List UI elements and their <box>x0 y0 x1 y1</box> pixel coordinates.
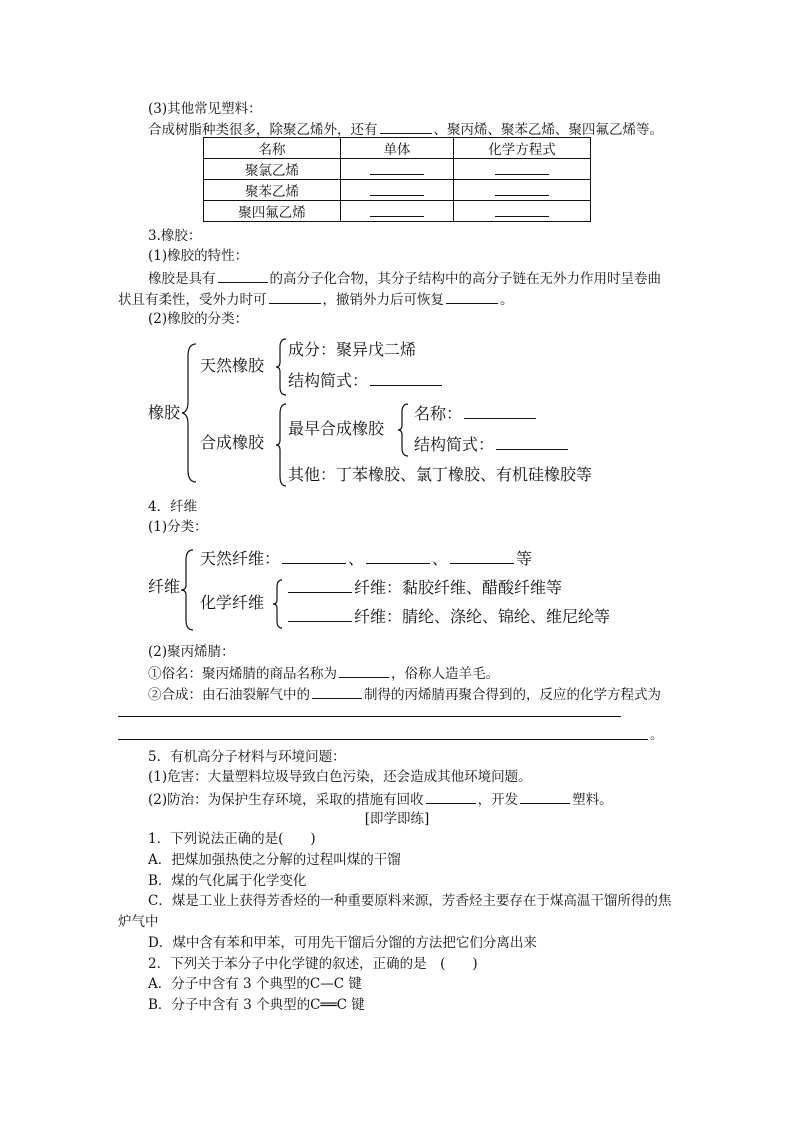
brace-icon <box>180 548 196 632</box>
diagram-leaf: 成分：聚异戊二烯 <box>288 340 417 359</box>
text-span: 纤维：黏胶纤维、醋酸纤维等 <box>354 578 563 597</box>
diagram-root: 纤维 <box>148 577 181 596</box>
plastics-table <box>203 137 591 222</box>
text-span: 、 <box>348 549 365 568</box>
question: 2．下列关于苯分子中化学键的叙述，正确的是 ( ) <box>148 956 478 972</box>
text-span: 橡胶是具有 <box>148 271 216 287</box>
fill-blank <box>269 289 321 304</box>
table-cell <box>454 180 591 201</box>
fill-blank <box>370 181 424 196</box>
diagram-node: 最早合成橡胶 <box>288 419 385 438</box>
fill-blank <box>288 607 352 622</box>
section-title: (3)其他常见塑料： <box>148 101 262 117</box>
fill-blank <box>520 789 570 804</box>
table-cell <box>341 201 454 222</box>
answer-line <box>118 739 648 740</box>
subsection-title: (2)聚丙烯腈： <box>148 644 235 660</box>
text-span: 状且有柔性，受外力时可 <box>118 292 267 308</box>
paragraph <box>148 119 663 139</box>
fill-blank <box>426 789 476 804</box>
text-span: 天然纤维： <box>200 549 281 568</box>
table-cell <box>341 159 454 180</box>
fill-blank <box>495 202 549 217</box>
brace-icon <box>180 342 200 484</box>
text-span: 。 <box>650 727 664 743</box>
text-span: 制得的丙烯腈再聚合得到的，反应的化学方程式为 <box>364 687 661 703</box>
fill-blank <box>282 549 346 564</box>
text-span: 、 <box>432 549 449 568</box>
diagram-leaf <box>288 370 444 392</box>
fill-blank <box>370 202 424 217</box>
subsection-title: (2)橡胶的分类： <box>148 311 249 327</box>
option: B．煤的气化属于化学变化 <box>148 873 307 889</box>
fill-blank <box>464 404 536 419</box>
table-cell <box>341 180 454 201</box>
fill-blank <box>380 119 432 134</box>
table-cell: 聚四氟乙烯 <box>204 201 341 222</box>
text-span: 塑料。 <box>572 792 613 808</box>
practice-header: [即学即练] <box>364 811 430 827</box>
diagram-node: 化学纤维 <box>200 593 265 612</box>
paragraph <box>148 789 613 809</box>
table-header: 化学方程式 <box>454 138 591 159</box>
text-span: ②合成：由石油裂解气中的 <box>148 687 310 703</box>
paragraph <box>148 268 661 288</box>
text-span: 合成树脂种类很多，除聚乙烯外，还有 <box>148 122 378 138</box>
fill-blank <box>495 160 549 175</box>
diagram-node: 合成橡胶 <box>200 433 265 452</box>
subsection-title: (1)分类： <box>148 519 208 535</box>
brace-icon <box>397 402 411 458</box>
table-header: 名称 <box>204 138 341 159</box>
diagram-node <box>200 548 532 570</box>
paragraph <box>118 289 514 309</box>
brace-icon <box>272 578 284 630</box>
option: D．煤中含有苯和甲苯，可用先干馏后分馏的方法把它们分离出来 <box>148 935 537 951</box>
fill-blank <box>339 663 389 678</box>
fill-blank <box>450 549 514 564</box>
text-span: ，撤销外力后可恢复 <box>322 292 444 308</box>
section-title: 3.橡胶： <box>148 228 202 244</box>
fill-blank <box>446 289 498 304</box>
fill-blank <box>495 181 549 196</box>
table-cell <box>454 201 591 222</box>
option: C．煤是工业上获得芳香烃的一种重要原料来源，芳香烃主要存在于煤高温干馏所得的焦 <box>148 893 672 909</box>
text-span: 结构简式： <box>414 435 495 454</box>
fill-blank <box>370 160 424 175</box>
table-header: 单体 <box>341 138 454 159</box>
diagram-leaf <box>286 577 562 599</box>
section-title: 4．纤维 <box>148 499 198 515</box>
text-span: 等 <box>516 549 533 568</box>
diagram-leaf: 其他：丁苯橡胶、氯丁橡胶、有机硅橡胶等 <box>288 465 593 484</box>
text-span: 、聚丙烯、聚苯乙烯、聚四氟乙烯等。 <box>433 122 663 138</box>
answer-line <box>118 716 621 717</box>
text-span: 。 <box>500 292 514 308</box>
text-span: 名称： <box>414 404 463 423</box>
subsection-title: (1)橡胶的特性： <box>148 248 249 264</box>
table-cell: 聚苯乙烯 <box>204 180 341 201</box>
text-span: ①俗名：聚丙烯腈的商品名称为 <box>148 666 337 682</box>
text-span: 结构简式： <box>288 371 369 390</box>
fill-blank <box>366 549 430 564</box>
text-span: (2)防治：为保护生存环境，采取的措施有回收 <box>148 792 424 808</box>
question: 1．下列说法正确的是( ) <box>148 831 316 847</box>
option: A．把煤加强热使之分解的过程叫煤的干馏 <box>148 852 401 868</box>
section-title: 5．有机高分子材料与环境问题： <box>148 749 346 765</box>
diagram-root: 橡胶 <box>148 403 181 422</box>
diagram-node: 天然橡胶 <box>200 356 265 375</box>
text-span: 纤维：腈纶、涤纶、锦纶、维尼纶等 <box>354 607 611 626</box>
text-span: ，开发 <box>477 792 519 808</box>
option-continued: 炉气中 <box>118 914 159 930</box>
fill-blank <box>288 578 352 593</box>
diagram-leaf <box>414 403 538 425</box>
option: B．分子中含有 3 个典型的C══C 键 <box>148 997 365 1013</box>
brace-icon <box>275 402 289 488</box>
diagram-leaf <box>414 434 570 456</box>
text-span: ，俗称人造羊毛。 <box>391 666 499 682</box>
paragraph <box>148 663 499 683</box>
paragraph <box>148 684 661 704</box>
diagram-leaf <box>286 606 610 628</box>
paragraph: (1)危害：大量塑料垃圾导致白色污染，还会造成其他环境问题。 <box>148 769 532 785</box>
text-span: 的高分子化合物，其分子结构中的高分子链在无外力作用时呈卷曲 <box>269 271 661 287</box>
fill-blank <box>370 371 442 386</box>
fill-blank <box>496 435 568 450</box>
table-cell <box>454 159 591 180</box>
option: A．分子中含有 3 个典型的C—C 键 <box>148 976 362 992</box>
brace-icon <box>275 337 289 397</box>
fill-blank <box>312 684 362 699</box>
table-cell: 聚氯乙烯 <box>204 159 341 180</box>
fill-blank <box>218 268 268 283</box>
